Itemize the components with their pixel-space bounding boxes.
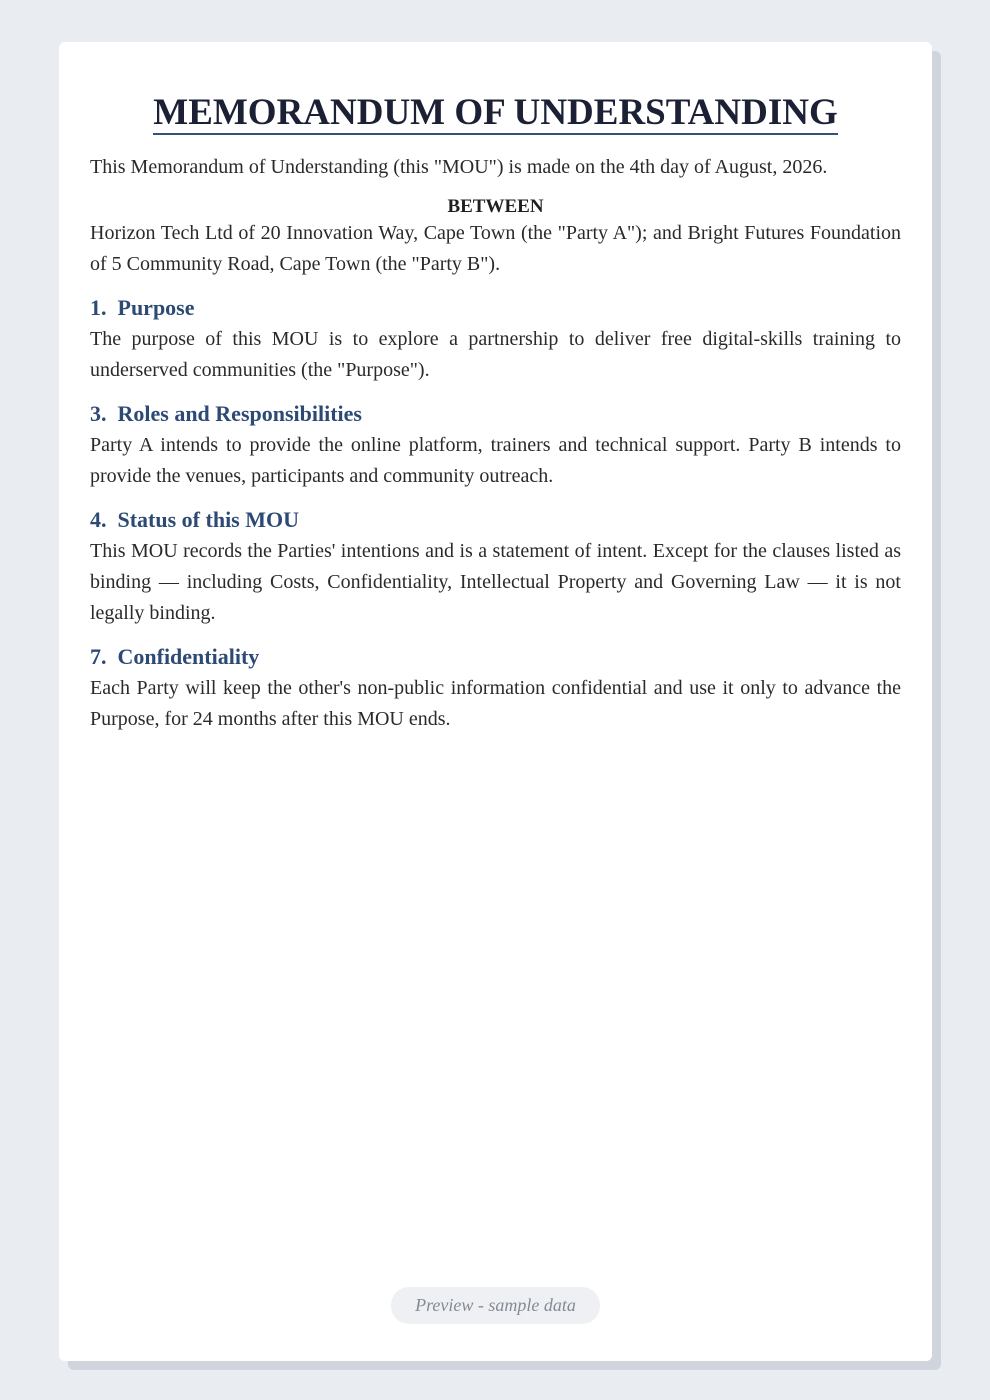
section-title: Purpose bbox=[117, 295, 195, 320]
section-number: 7. bbox=[90, 644, 107, 669]
document-page bbox=[59, 42, 932, 1361]
section-title: Roles and Responsibilities bbox=[117, 401, 362, 426]
title-container bbox=[90, 42, 901, 135]
parties-paragraph: Horizon Tech Ltd of 20 Innovation Way, Cape Town (the "Party A"); and Bright Futures Foundation of 5 Community Road, Cape Town (the "Party B"). bbox=[90, 222, 901, 275]
section-confidentiality bbox=[90, 643, 901, 735]
section-heading bbox=[90, 506, 901, 534]
section-heading bbox=[90, 400, 901, 428]
section-heading bbox=[90, 643, 901, 671]
section-body: This MOU records the Parties' intentions and is a statement of intent. Except for the clauses listed as binding — including Costs, Confidentiality, Intellectual Property and Governing Law — it is not legally binding. bbox=[90, 540, 901, 624]
section-title: Confidentiality bbox=[117, 644, 260, 669]
intro-paragraph: This Memorandum of Understanding (this "MOU") is made on the 4th day of August, 2026. bbox=[90, 156, 828, 178]
section-number: 4. bbox=[90, 507, 107, 532]
section-body: The purpose of this MOU is to explore a partnership to deliver free digital-skills training to underserved communities (the "Purpose"). bbox=[90, 328, 901, 381]
section-body: Party A intends to provide the online platform, trainers and technical support. Party B intends to provide the venues, participants and community outreach. bbox=[90, 434, 901, 487]
section-purpose bbox=[90, 294, 901, 386]
section-number: 1. bbox=[90, 295, 107, 320]
between-label: BETWEEN bbox=[447, 196, 544, 217]
preview-badge: Preview - sample data bbox=[391, 1287, 600, 1324]
section-body: Each Party will keep the other's non-public information confidential and use it only to advance the Purpose, for 24 months after this MOU ends. bbox=[90, 677, 901, 730]
section-roles-and-responsibilities bbox=[90, 400, 901, 492]
section-number: 3. bbox=[90, 401, 107, 426]
document-title: MEMORANDUM OF UNDERSTANDING bbox=[153, 92, 838, 133]
section-heading bbox=[90, 294, 901, 322]
section-status-of-mou bbox=[90, 506, 901, 629]
section-title: Status of this MOU bbox=[117, 507, 300, 532]
footer bbox=[59, 1287, 932, 1324]
